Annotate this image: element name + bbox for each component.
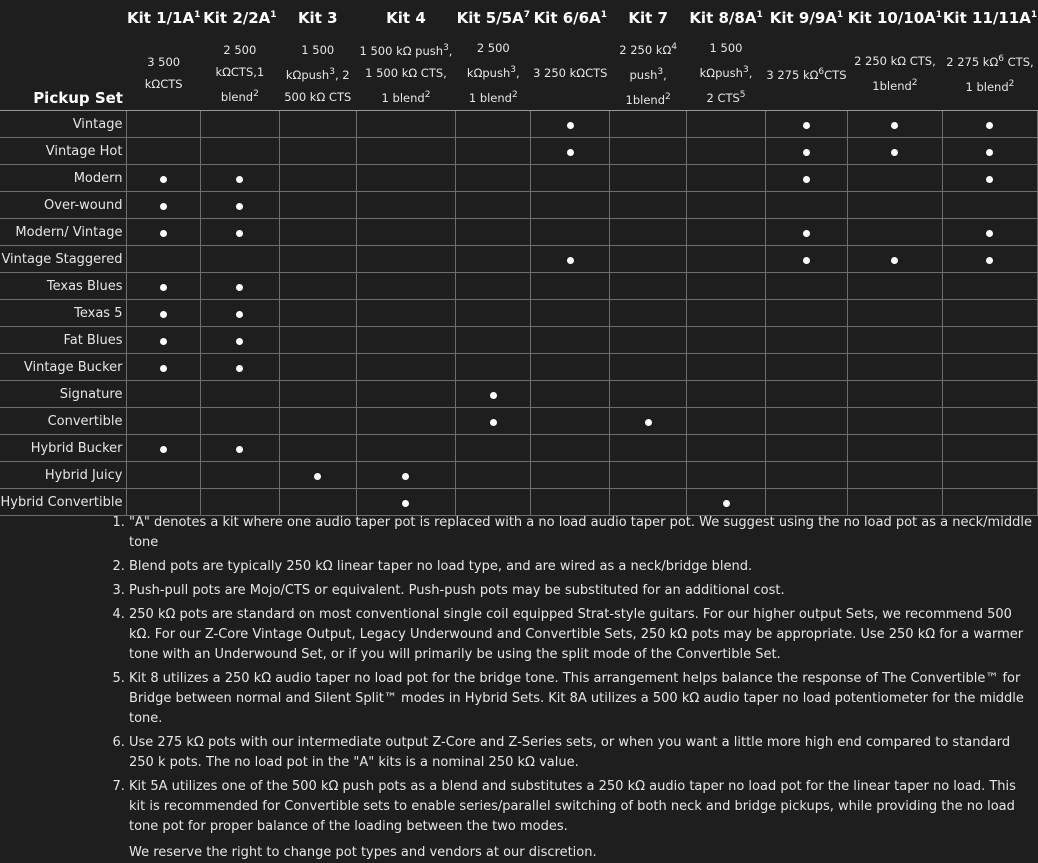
compatibility-cell [942,273,1037,300]
compatible-dot-icon [236,203,243,210]
compatibility-cell [847,435,942,462]
compatibility-cell [531,111,610,138]
compatibility-cell [279,111,356,138]
compatibility-cell [610,246,687,273]
compatibility-cell [456,138,531,165]
compatibility-cell [765,246,847,273]
compatibility-cell [200,192,279,219]
compatibility-cell [127,165,200,192]
compatibility-cell [356,246,456,273]
kit-column-header: Kit $10/10A^1$ [847,9,943,27]
compatibility-cell [531,246,610,273]
kit-spec: 3 275 $k\Omega^6CTS$ [765,36,847,111]
compatibility-cell [279,300,356,327]
compatibility-cell [765,273,847,300]
kit-spec: 2 500 kΩpush$^3$, 1 blend$^2$ [456,36,531,111]
kit-column-header: Kit 3 [297,9,338,27]
compatibility-cell [610,111,687,138]
footnote-item: 3. Push-pull pots are Mojo/CTS or equivalent. Push-push pots may be substituted for an additional cost. [129,581,1034,601]
compatibility-cell [356,381,456,408]
compatibility-cell [279,354,356,381]
compatibility-cell [687,381,766,408]
compatibility-cell [279,462,356,489]
compatibility-cell [200,327,279,354]
compatibility-cell [456,327,531,354]
compatibility-cell [356,165,456,192]
compatibility-cell [200,138,279,165]
compatibility-cell [356,300,456,327]
compatibility-cell [942,111,1037,138]
compatibility-cell [279,246,356,273]
compatibility-cell [531,219,610,246]
compatibility-cell [610,300,687,327]
compatible-dot-icon [891,149,898,156]
compatible-dot-icon [803,149,810,156]
compatibility-cell [610,273,687,300]
compatible-dot-icon [567,149,574,156]
compatible-dot-icon [645,419,652,426]
compatibility-cell [356,435,456,462]
compatibility-cell [531,489,610,516]
compatibility-cell [531,192,610,219]
compatible-dot-icon [986,257,993,264]
compatibility-cell [531,408,610,435]
disclaimer: We reserve the right to change pot types and vendors at our discretion. [129,845,597,860]
compatibility-cell [200,246,279,273]
table-row [0,246,1038,273]
compatibility-cell [127,111,200,138]
compatibility-cell [687,462,766,489]
compatibility-cell [610,219,687,246]
compatibility-cell [942,246,1037,273]
pickup-set-label: Hybrid Juicy [0,462,127,489]
compatibility-cell [127,138,200,165]
compatible-dot-icon [402,500,409,507]
compatibility-cell [687,219,766,246]
kit-column-header: Kit $9/9A^1$ [769,9,844,27]
compatibility-cell [279,219,356,246]
compatibility-cell [456,354,531,381]
compatibility-cell [200,408,279,435]
compatibility-cell [356,462,456,489]
compatibility-cell [356,138,456,165]
compatibility-cell [942,300,1037,327]
compatibility-cell [127,246,200,273]
compatibility-cell [200,165,279,192]
compatibility-cell [610,165,687,192]
compatibility-cell [765,327,847,354]
compatibility-cell [610,138,687,165]
compatibility-cell [127,381,200,408]
kit-column-header: Kit $11/11A^1$ [942,9,1038,27]
compatibility-cell [127,408,200,435]
compatibility-cell [687,435,766,462]
pickup-set-label: Vintage Hot [0,138,127,165]
compatibility-cell [610,489,687,516]
compatible-dot-icon [160,311,167,318]
compatible-dot-icon [160,176,167,183]
compatibility-cell [765,300,847,327]
compatible-dot-icon [723,500,730,507]
compatibility-cell [127,327,200,354]
compatibility-cell [687,408,766,435]
compatibility-cell [456,408,531,435]
compatibility-cell [127,489,200,516]
kit-column-header: Kit $2/2A^1$ [203,9,277,27]
kit-spec: 3 500 kΩCTS [127,36,200,111]
pickup-set-label: Texas 5 [0,300,127,327]
compatibility-cell [942,381,1037,408]
compatibility-cell [847,327,942,354]
compatibility-cell [531,273,610,300]
table-row [0,489,1038,516]
compatible-dot-icon [803,230,810,237]
pickup-set-label: Modern [0,165,127,192]
compatibility-cell [279,165,356,192]
table-row [0,354,1038,381]
compatibility-cell [356,219,456,246]
compatibility-cell [456,273,531,300]
compatibility-cell [847,300,942,327]
compatibility-cell [356,354,456,381]
compatible-dot-icon [160,284,167,291]
compatible-dot-icon [490,392,497,399]
compatibility-cell [847,462,942,489]
compatibility-cell [279,273,356,300]
compatibility-cell [531,354,610,381]
compatibility-cell [610,462,687,489]
compatibility-cell [127,300,200,327]
compatibility-cell [610,408,687,435]
compatible-dot-icon [236,338,243,345]
compatibility-cell [200,381,279,408]
compatibility-cell [456,165,531,192]
compatible-dot-icon [236,446,243,453]
kit-column-header: Kit 4 [386,9,426,27]
compatibility-cell [942,462,1037,489]
kit-spec: 1 500 kΩpush$^3$, 2 CTS$^5$ [687,36,766,111]
compatibility-cell [942,138,1037,165]
compatibility-cell [765,381,847,408]
footnote-item: 4. 250 kΩ pots are standard on most conventional single coil equipped Strat-style guitars. For our higher output Sets, we recommend 500 kΩ. For our Z-Core Vintage Output, Legacy Underwound and Convertible Sets, 250 kΩ pots may be appropriate. Use 250 kΩ for a warmer tone with an Underwound Set, or if you will primarily be using the split mode of the Convertible Set. [129,605,1034,665]
pickup-set-label: Hybrid Bucker [0,435,127,462]
compatibility-cell [942,408,1037,435]
footnote-item: 6. Use 275 kΩ pots with our intermediate output Z-Core and Z-Series sets, or when you want a little more high end compared to standard 250 k pots. The no load pot in the "A" kits is a nominal 250 kΩ value. [129,733,1034,773]
table-row [0,327,1038,354]
compatibility-cell [127,219,200,246]
compatibility-cell [200,354,279,381]
compatible-dot-icon [803,257,810,264]
compatible-dot-icon [402,473,409,480]
table-row [0,462,1038,489]
kit-spec: 2 275 $k\Omega^6$ CTS, 1 blend$^2$ [942,36,1037,111]
compatibility-cell [847,489,942,516]
table-row [0,408,1038,435]
compatibility-cell [279,489,356,516]
compatible-dot-icon [986,176,993,183]
table-row [0,381,1038,408]
compatibility-cell [687,354,766,381]
compatibility-cell [200,462,279,489]
footnote-item: 2. Blend pots are typically 250 kΩ linear taper no load type, and are wired as a neck/bridge blend. [129,557,1034,577]
compatibility-cell [127,354,200,381]
compatibility-cell [765,462,847,489]
compatibility-cell [610,192,687,219]
compatibility-cell [847,138,942,165]
compatibility-cell [942,192,1037,219]
compatibility-cell [847,192,942,219]
compatibility-cell [200,489,279,516]
compatibility-cell [127,273,200,300]
table-row [0,165,1038,192]
compatible-dot-icon [986,230,993,237]
compatible-dot-icon [567,257,574,264]
compatible-dot-icon [986,122,993,129]
compatibility-cell [456,489,531,516]
footnote-item: 5. Kit 8 utilizes a 250 kΩ audio taper no load pot for the bridge tone. This arrangement helps balance the response of The Convertible™ for Bridge between normal and Silent Split™ modes in Hybrid Sets. Kit 8A utilizes a 500 kΩ audio taper no load potentiometer for the middle tone. [129,669,1034,729]
compatibility-cell [279,327,356,354]
compatibility-cell [942,219,1037,246]
compatible-dot-icon [236,230,243,237]
footnotes [0,513,1038,863]
table-row [0,138,1038,165]
compatible-dot-icon [803,176,810,183]
compatibility-cell [687,138,766,165]
compatibility-cell [942,165,1037,192]
kit-column-header: Kit $6/6A^1$ [533,9,607,27]
kit-column-header: Kit $5/5A^7$ [456,9,530,27]
compatibility-cell [456,435,531,462]
pickup-set-header: Pickup Set [0,0,127,111]
footnote-item: 7. Kit 5A utilizes one of the 500 kΩ push pots as a blend and substitutes a 250 kΩ audio taper no load pot for the linear taper no load. This kit is recommended for Convertible sets to enable series/parallel switching of both neck and bridge pickups, while providing the no load tone pot for proper balance of the loading between the two modes. [129,777,1034,837]
compatibility-cell [765,489,847,516]
compatibility-cell [127,462,200,489]
compatibility-cell [687,273,766,300]
compatibility-cell [127,435,200,462]
compatibility-cell [610,381,687,408]
kit-spec: 2 250 $k\Omega^4$ push$^3$, 1blend$^2$ [610,36,687,111]
pickup-set-label: Hybrid Convertible [0,489,127,516]
compatibility-cell [942,327,1037,354]
compatibility-cell [610,327,687,354]
compatible-dot-icon [160,230,167,237]
compatibility-cell [356,192,456,219]
compatibility-cell [847,381,942,408]
compatible-dot-icon [891,122,898,129]
pickup-set-label: Vintage Bucker [0,354,127,381]
compatibility-cell [847,408,942,435]
compatibility-cell [765,165,847,192]
table-row [0,435,1038,462]
compatible-dot-icon [236,284,243,291]
compatibility-cell [942,489,1037,516]
compatibility-cell [847,111,942,138]
compatibility-cell [279,381,356,408]
compatible-dot-icon [490,419,497,426]
compatibility-cell [456,300,531,327]
compatibility-cell [847,354,942,381]
pickup-set-label: Signature [0,381,127,408]
compatibility-cell [279,138,356,165]
compatibility-cell [531,165,610,192]
compatibility-cell [200,435,279,462]
compatibility-cell [356,111,456,138]
compatible-dot-icon [567,122,574,129]
compatibility-cell [687,246,766,273]
table-row [0,300,1038,327]
kit-column-header: Kit $8/8A^1$ [689,9,763,27]
kit-column-header: Kit $1/1A^1$ [126,9,201,27]
compatibility-cell [531,381,610,408]
compatibility-cell [456,219,531,246]
pickup-set-label: Modern/ Vintage [0,219,127,246]
compatible-dot-icon [160,446,167,453]
compatible-dot-icon [236,176,243,183]
compatibility-cell [456,246,531,273]
compatibility-cell [531,300,610,327]
compatibility-cell [456,462,531,489]
compatibility-cell [765,408,847,435]
pickup-set-label: Over-wound [0,192,127,219]
compatibility-cell [531,138,610,165]
compatibility-cell [765,354,847,381]
pickup-set-label: Convertible [0,408,127,435]
compatibility-cell [610,435,687,462]
compatibility-cell [531,462,610,489]
compatibility-cell [127,192,200,219]
compatibility-cell [610,354,687,381]
compatible-dot-icon [803,122,810,129]
compatibility-cell [356,489,456,516]
compatibility-cell [456,381,531,408]
compatibility-cell [531,435,610,462]
compatibility-cell [687,300,766,327]
compatibility-cell [279,192,356,219]
compatibility-cell [765,219,847,246]
compatibility-cell [847,219,942,246]
compatibility-cell [200,111,279,138]
kit-column-header: Kit 7 [628,9,668,27]
table-row [0,219,1038,246]
compatibility-cell [942,354,1037,381]
compatibility-cell [456,192,531,219]
pickup-set-label: Fat Blues [0,327,127,354]
pickup-set-label: Vintage [0,111,127,138]
compatibility-cell [531,327,610,354]
compatibility-cell [200,300,279,327]
kit-spec: 1 500 kΩ push$^3$, 1 500 kΩ CTS, 1 blend$^2$ [356,36,456,111]
kit-spec: 2 500 kΩCTS,1 blend$^2$ [200,36,279,111]
compatibility-cell [942,435,1037,462]
compatibility-cell [279,435,356,462]
pickup-set-label: Vintage Staggered [0,246,127,273]
compatible-dot-icon [236,365,243,372]
compatibility-cell [279,408,356,435]
compatibility-cell [200,219,279,246]
compatible-dot-icon [891,257,898,264]
compatible-dot-icon [986,149,993,156]
compatibility-cell [847,273,942,300]
table-row [0,192,1038,219]
compatibility-cell [687,111,766,138]
compatible-dot-icon [160,365,167,372]
compatibility-cell [847,165,942,192]
compatibility-cell [687,327,766,354]
compatibility-cell [356,273,456,300]
compatibility-cell [200,273,279,300]
kit-spec: 2 250 kΩ CTS, 1blend$^2$ [847,36,942,111]
compatible-dot-icon [160,338,167,345]
compatibility-cell [356,408,456,435]
compatible-dot-icon [160,203,167,210]
compatibility-cell [847,246,942,273]
compatibility-cell [687,489,766,516]
compatible-dot-icon [314,473,321,480]
compatibility-cell [765,192,847,219]
compatibility-cell [687,192,766,219]
compatibility-cell [356,327,456,354]
table-row [0,111,1038,138]
compatibility-cell [765,111,847,138]
compatible-dot-icon [236,311,243,318]
compatibility-cell [765,138,847,165]
compatibility-cell [687,165,766,192]
footnote-item: 1. "A" denotes a kit where one audio taper pot is replaced with a no load audio taper pot. We suggest using the no load pot as a neck/middle tone [129,513,1034,553]
kit-spec: 3 250 kΩCTS [531,36,610,111]
pickup-set-label: Texas Blues [0,273,127,300]
table-row [0,273,1038,300]
compatibility-cell [765,435,847,462]
compatibility-cell [456,111,531,138]
kit-spec: 1 500 kΩpush$^3$, 2 500 kΩ CTS [279,36,356,111]
